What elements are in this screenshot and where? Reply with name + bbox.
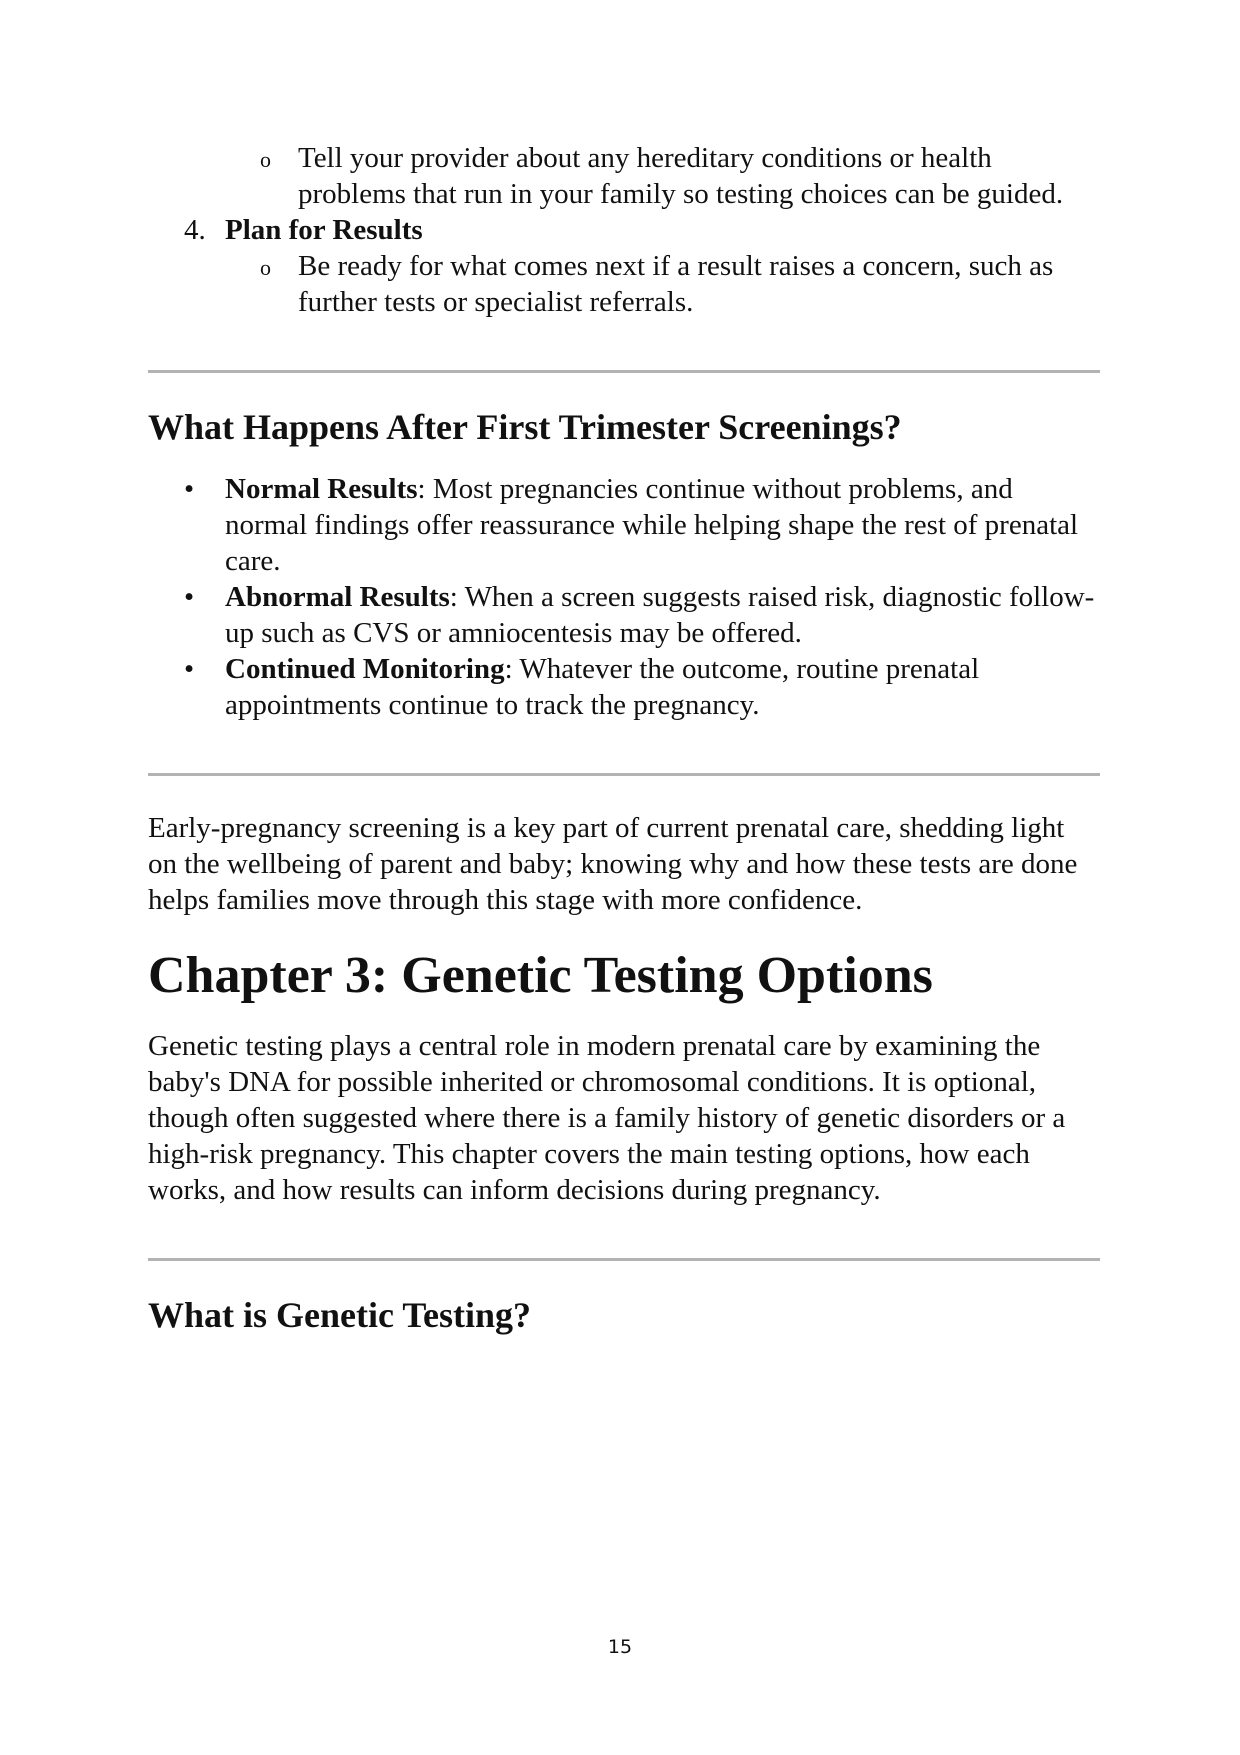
section-heading: What is Genetic Testing?: [148, 1295, 532, 1335]
bullet-text: Whatever the outcome, routine prenatal appointments continue to track the pregnancy.: [225, 653, 980, 721]
page-number: 15: [607, 1636, 633, 1658]
sub-list-item: [148, 248, 1100, 320]
bullet-term: Abnormal Results: [225, 581, 450, 613]
bullet-item: • Normal Results: Most pregnancies continue without problems, and normal findings offer reassurance while helping shape the rest of prenatal care.: [184, 473, 1079, 577]
bullet-text: When a screen suggests raised risk, diagnostic follow-up such as CVS or amniocentesis may be offered.: [225, 581, 1095, 649]
sub-list-item-text: Tell your provider about any hereditary conditions or health problems that run in your family so testing choices can be guided.: [298, 142, 1064, 210]
chapter-intro-paragraph: Genetic testing plays a central role in modern prenatal care by examining the baby's DNA for possible inherited or chromosomal conditions. It is optional, though often suggested where there is a family history of genetic disorders or a high-risk pregnancy. This chapter covers the main testing options, how each works, and how results can inform decisions during pregnancy.: [148, 1030, 1066, 1206]
bullet-item: • Abnormal Results: When a screen suggests raised risk, diagnostic follow-up such as CVS or amniocentesis may be offered.: [184, 581, 1095, 649]
hollow-bullet-icon: o: [260, 147, 271, 172]
bullet-term: Normal Results: [225, 473, 418, 505]
conclusion-paragraph: Early-pregnancy screening is a key part of current prenatal care, shedding light on the wellbeing of parent and baby; knowing why and how these tests are done helps families move through this stage with more confidence.: [148, 812, 1078, 916]
section-heading: What Happens After First Trimester Screenings?: [148, 407, 902, 447]
bullet-item: • Continued Monitoring: Whatever the outcome, routine prenatal appointments continue to track the pregnancy.: [184, 653, 980, 721]
sub-list-item-text: Be ready for what comes next if a result raises a concern, such as further tests or specialist referrals.: [298, 250, 1054, 318]
list-number: 4.: [184, 214, 206, 246]
numbered-list-item: [148, 212, 1100, 248]
bullet-term: Continued Monitoring: [225, 653, 505, 685]
list-item-title: Plan for Results: [225, 214, 423, 246]
bullet-text: Most pregnancies continue without problems, and normal findings offer reassurance while helping shape the rest of prenatal care.: [225, 473, 1079, 577]
sub-list-item: [148, 140, 1100, 212]
chapter-title: Chapter 3: Genetic Testing Options: [148, 947, 933, 1004]
bullet-icon: •: [184, 581, 195, 613]
hollow-bullet-icon: o: [260, 255, 271, 280]
document-page: [148, 140, 1100, 1337]
bullet-icon: •: [184, 473, 195, 505]
bullet-icon: •: [184, 653, 195, 685]
